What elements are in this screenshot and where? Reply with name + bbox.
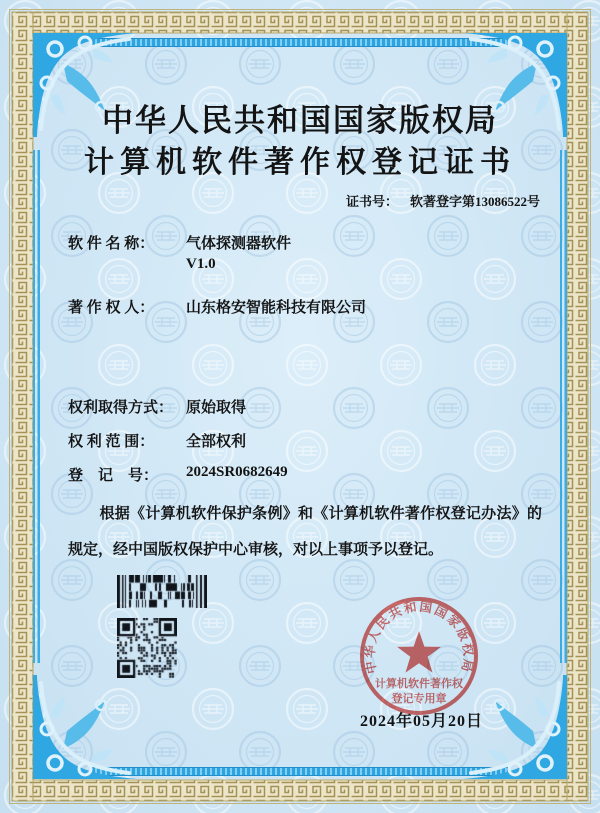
field-value: 山东格安智能科技有限公司 <box>186 300 367 316</box>
field-rights-scope <box>68 430 246 451</box>
field-registration-number <box>68 464 288 485</box>
field-value: 全部权利 <box>186 434 247 450</box>
registration-date: 2024年05月20日 <box>360 713 484 730</box>
field-label: 登 记 号： <box>68 468 159 484</box>
qr-code-icon <box>117 618 177 678</box>
field-acquisition-method <box>68 396 246 417</box>
barcode-icon <box>117 575 207 608</box>
field-value: 原始取得 <box>186 400 247 416</box>
field-software-name <box>68 232 291 253</box>
official-seal <box>339 578 499 738</box>
seal-text-line2: 登记专用章 <box>391 693 447 705</box>
certificate-number-label: 证书号： <box>345 194 398 209</box>
field-value: 2024SR0682649 <box>186 464 288 480</box>
seal-ring-text: 中华人民共和国国家版权局 <box>362 599 476 675</box>
field-label: 著 作 权 人： <box>68 300 155 316</box>
document-title: 计算机软件著作权登记证书 <box>84 146 516 179</box>
issuer-title: 中华人民共和国国家版权局 <box>102 103 498 138</box>
registration-statement: 根据《计算机软件保护条例》和《计算机软件著作权登记办法》的规定，经中国版权保护中心审核，对以上事项予以登记。 <box>68 506 542 558</box>
field-label: 权 利 范 围： <box>68 434 155 450</box>
field-value: 气体探测器软件 <box>186 236 292 252</box>
seal-star-icon <box>397 631 441 673</box>
field-copyright-owner <box>68 296 366 317</box>
certificate-number-line <box>346 191 540 210</box>
field-label: 权利取得方式： <box>68 400 174 416</box>
seal-text-line1: 计算机软件著作权 <box>375 678 463 690</box>
field-label: 软 件 名 称： <box>68 236 155 252</box>
certificate-number-value: 软著登字第13086522号 <box>409 194 540 209</box>
software-version: V1.0 <box>186 256 216 272</box>
